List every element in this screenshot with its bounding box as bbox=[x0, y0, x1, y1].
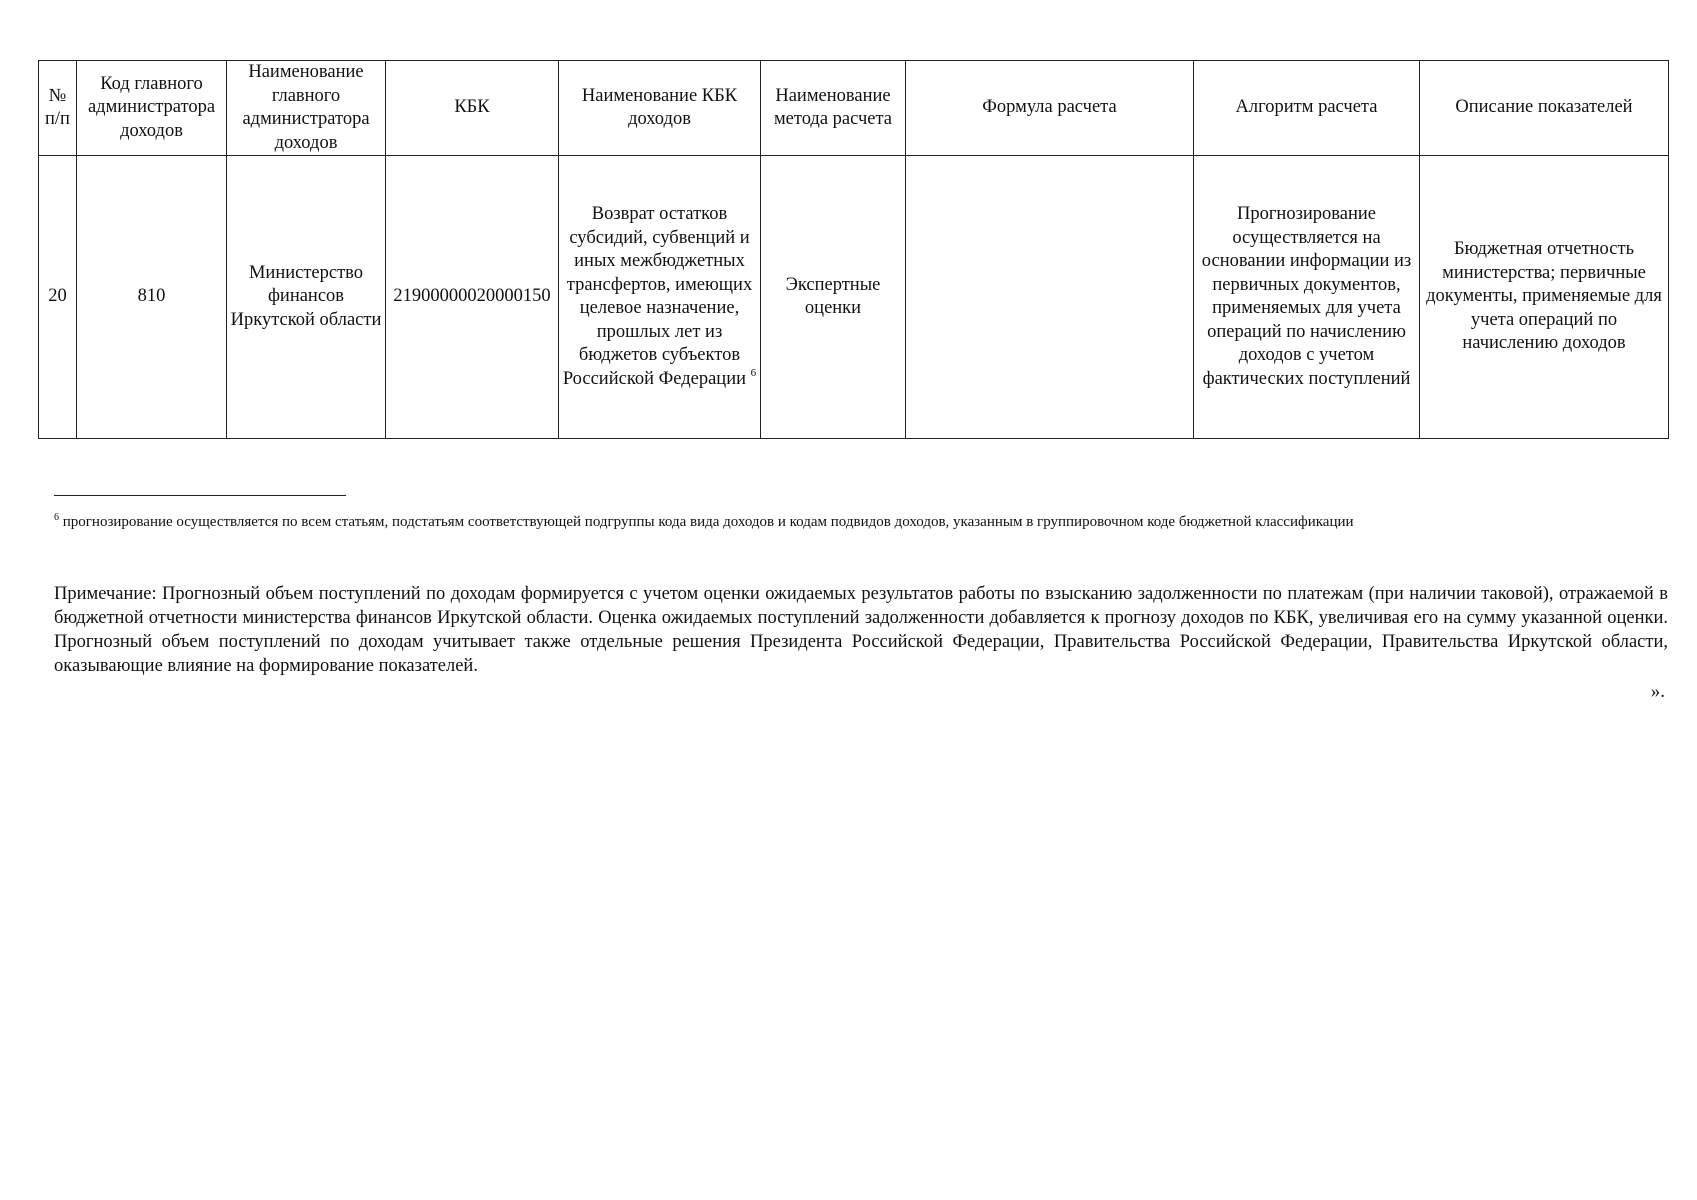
header-kbk: КБК bbox=[386, 61, 559, 156]
table-header-row bbox=[39, 61, 1669, 156]
cell-admin-name: Министерство финансов Иркутской области bbox=[227, 156, 386, 439]
footnote bbox=[54, 512, 1654, 532]
cell-num: 20 bbox=[39, 156, 77, 439]
cell-algorithm: Прогнозирование осуществляется на основании информации из первичных документов, применяемых для учета операций по начислению доходов с учетом фактических поступлений bbox=[1194, 156, 1420, 439]
header-method: Наименование метода расчета bbox=[761, 61, 906, 156]
cell-kbk: 21900000020000150 bbox=[386, 156, 559, 439]
cell-description: Бюджетная отчетность министерства; первичные документы, применяемые для учета операций по начислению доходов bbox=[1420, 156, 1669, 439]
header-kbk-name: Наименование КБК доходов bbox=[559, 61, 761, 156]
kbk-name-text: Возврат остатков субсидий, субвенций и иных межбюджетных трансфертов, имеющих целевое назначение, прошлых лет из бюджетов субъектов Российской Федерации bbox=[562, 204, 753, 389]
header-admin-code: Код главного администратора доходов bbox=[77, 61, 227, 156]
footnote-text: прогнозирование осуществляется по всем статьям, подстатьям соответствующей подгруппы кода вида доходов и кодам подвидов доходов, указанным в группировочном коде бюджетной классификации bbox=[62, 514, 1354, 530]
revenue-forecast-table bbox=[38, 60, 1669, 439]
table-row bbox=[39, 156, 1669, 439]
header-formula: Формула расчета bbox=[906, 61, 1194, 156]
cell-kbk-name bbox=[559, 156, 761, 439]
cell-method: Экспертные оценки bbox=[761, 156, 906, 439]
header-description: Описание показателей bbox=[1420, 61, 1669, 156]
footnote-divider bbox=[54, 495, 346, 496]
footnote-mark: 6 bbox=[54, 512, 59, 523]
header-admin-name: Наименование главного администратора доходов bbox=[227, 61, 386, 156]
note-paragraph: Примечание: Прогнозный объем поступлений по доходам формируется с учетом оценки ожидаемых результатов работы по взысканию задолженности по платежам (при наличии таковой), отражаемой в бюджетной отчетности министерства финансов Иркутской области. Оценка ожидаемых поступлений задолженности добавляется к прогнозу доходов по КБК, увеличивая его на сумму указанной оценки. Прогнозный объем поступлений по доходам учитывает также отдельные решения Президента Российской Федерации, Правительства Российской Федерации, Правительства Иркутской области, оказывающие влияние на формирование показателей. bbox=[54, 584, 1668, 676]
closing-quote: ». bbox=[1650, 681, 1665, 702]
header-num: № п/п bbox=[39, 61, 77, 156]
footnote-ref: 6 bbox=[750, 366, 757, 379]
header-algorithm: Алгоритм расчета bbox=[1194, 61, 1420, 156]
cell-formula bbox=[906, 156, 1194, 439]
cell-admin-code: 810 bbox=[77, 156, 227, 439]
